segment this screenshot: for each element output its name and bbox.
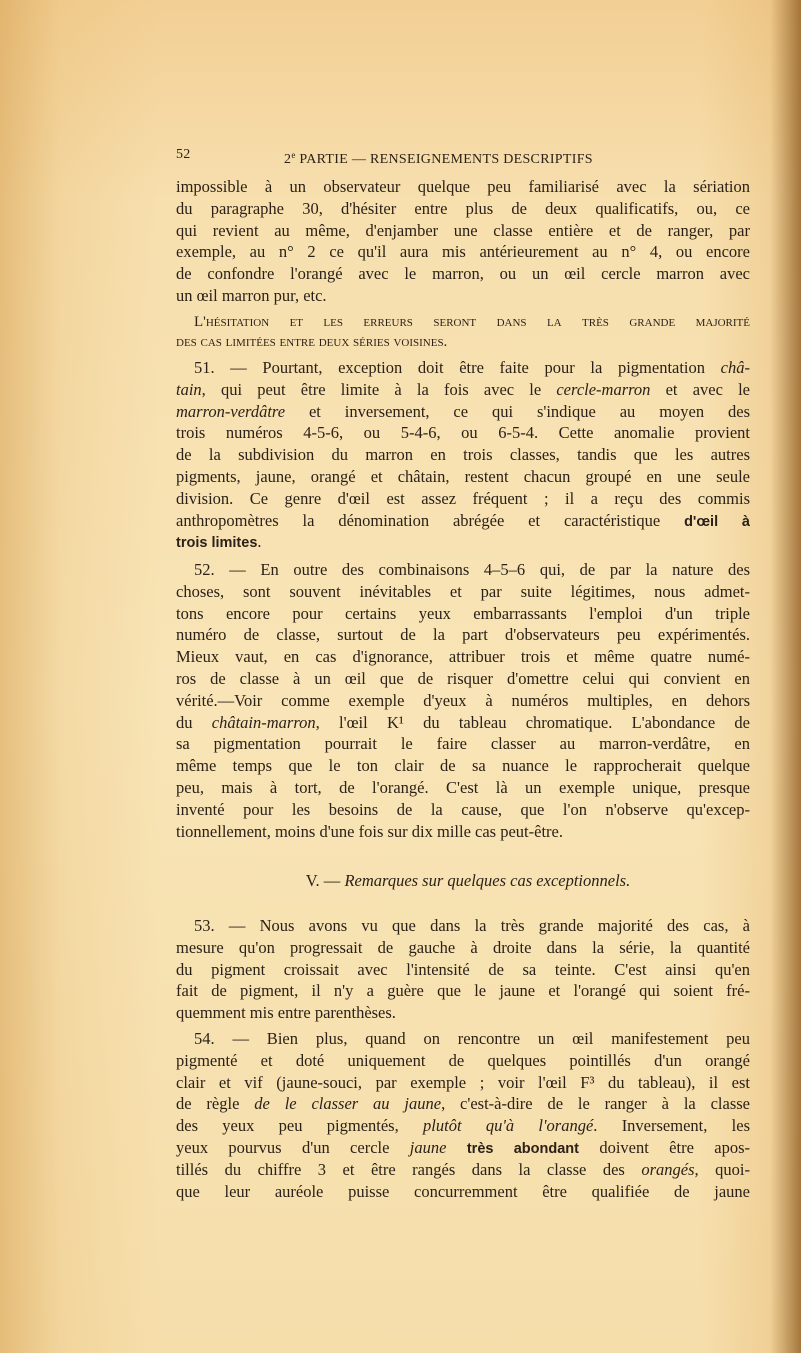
text-line xyxy=(176,1159,750,1181)
text-run: un œil marron pur, etc. xyxy=(176,285,327,305)
part-superscript: e xyxy=(291,150,296,160)
text-run: de la subdivision du marron en trois classes, tandis que les autres xyxy=(176,445,750,465)
text-run: 54. — Bien plus, quand on rencontre un œil manifestement peu xyxy=(194,1029,750,1048)
text-run: sa pigmentation pourrait le faire classer au marron-verdâtre, en xyxy=(176,734,750,754)
text-run: . xyxy=(257,532,262,552)
text-run: vérité.—Voir comme exemple d'yeux à numéros multiples, en dehors xyxy=(176,690,750,710)
text-line xyxy=(176,176,750,198)
text-line xyxy=(176,937,750,959)
text-line xyxy=(176,755,750,777)
page-number: 52 xyxy=(176,147,191,162)
text-line xyxy=(176,1137,750,1159)
italic-text: marron-verdâtre xyxy=(176,401,286,421)
text-run: , l'œil K¹ du tableau chromatique. L'abondance de xyxy=(315,712,750,732)
small-caps-statement xyxy=(176,312,750,352)
text-line xyxy=(176,198,750,220)
text-line xyxy=(176,1093,750,1115)
text-line xyxy=(176,690,750,712)
text-line xyxy=(176,777,750,799)
text-line xyxy=(176,332,750,352)
text-run: , c'est-à-dire de le ranger à la classe xyxy=(441,1094,750,1114)
text-run: peu, mais à tort, de l'orangé. C'est là un exemple unique, presque xyxy=(176,777,750,797)
text-run: impossible à un observateur quelque peu familiarisé avec la sériation xyxy=(176,177,750,196)
text-line xyxy=(176,799,750,821)
text-run: ros de classe à un œil que de risquer d'omettre celui qui convient en xyxy=(176,668,750,688)
text-line xyxy=(176,444,750,466)
section-heading xyxy=(176,870,750,892)
italic-text: plutôt qu'à l'orangé xyxy=(423,1116,594,1136)
text-line xyxy=(176,959,750,981)
text-run: pigments, jaune, orangé et châtain, restent chacun groupé en une seule xyxy=(176,466,750,486)
text-run: exemple, au n° 2 ce qu'il aura mis antérieurement au n° 4, ou encore xyxy=(176,242,750,262)
text-run: mesure qu'on progressait de gauche à droite dans la série, la quantité xyxy=(176,937,750,957)
text-line xyxy=(176,263,750,285)
text-line xyxy=(176,312,750,332)
text-line xyxy=(176,285,750,307)
text-run: des yeux peu pigmentés, xyxy=(176,1116,424,1136)
text-line xyxy=(176,1028,750,1050)
text-run: du xyxy=(176,712,212,732)
text-line xyxy=(176,510,750,532)
paragraph-53 xyxy=(176,915,750,1024)
text-line xyxy=(176,1002,750,1024)
text-run: de règle xyxy=(176,1094,255,1114)
part-number: 2 xyxy=(284,152,292,167)
text-run: , quoi- xyxy=(694,1159,750,1179)
text-run: anthropomètres la dénomination abrégée et caractéristique xyxy=(176,510,685,530)
text-line xyxy=(176,422,750,444)
section-heading-title: Remarques sur quelques cas exceptionnels. xyxy=(344,871,631,890)
text-run: des cas limitées entre deux séries voisines. xyxy=(176,334,448,350)
running-title xyxy=(284,145,593,170)
text-line xyxy=(176,531,750,553)
italic-text: cercle-marron xyxy=(556,379,651,399)
text-line xyxy=(176,466,750,488)
text-run: même temps que le ton clair de sa nuance le rapprocherait quelque xyxy=(176,756,750,776)
text-line xyxy=(176,241,750,263)
text-run: tionnellement, moins d'une fois sur dix mille cas peut-être. xyxy=(176,821,563,841)
text-run xyxy=(446,1138,466,1157)
text-line xyxy=(176,733,750,755)
text-run: du paragraphe 30, d'hésiter entre plus de deux qualificatifs, ou, ce xyxy=(176,198,750,218)
text-run: Mieux vaut, en cas d'ignorance, attribuer trois et même quatre numé- xyxy=(176,647,750,667)
text-line xyxy=(176,401,750,423)
text-run: de confondre l'orangé avec le marron, ou un œil cercle marron avec xyxy=(176,264,750,284)
text-run: , qui peut être limite à la fois avec le xyxy=(201,379,557,399)
text-run: clair et vif (jaune-souci, par exemple ; voir l'œil F³ du tableau), il est xyxy=(176,1072,750,1092)
italic-text: châ- xyxy=(720,358,750,377)
text-run: division. Ce genre d'œil est assez fréquent ; il a reçu des commis xyxy=(176,488,750,508)
text-run: que leur auréole puisse concurremment être qualifiée de jaune xyxy=(176,1181,750,1201)
paragraph-52 xyxy=(176,559,750,842)
text-line xyxy=(176,559,750,581)
text-line xyxy=(176,220,750,242)
italic-text: tain xyxy=(176,379,202,399)
text-line xyxy=(176,1050,750,1072)
text-run: et inversement, ce qui s'indique au moyen des xyxy=(285,401,750,421)
paragraph-51 xyxy=(176,357,750,553)
text-line xyxy=(176,712,750,734)
italic-text: orangés xyxy=(641,1159,695,1179)
text-run: qui revient au même, d'enjamber une classe entière et de ranger, par xyxy=(176,220,750,240)
text-line xyxy=(176,915,750,937)
text-line xyxy=(176,581,750,603)
text-run: pigmenté et doté uniquement de quelques pointillés d'un orangé xyxy=(176,1050,750,1070)
text-line xyxy=(176,357,750,379)
text-line xyxy=(176,668,750,690)
text-run: . Inversement, les xyxy=(593,1116,750,1136)
text-run: 51. — Pourtant, exception doit être faite pour la pigmentation xyxy=(194,358,721,377)
text-line xyxy=(176,821,750,843)
text-run: trois numéros 4-5-6, ou 5-4-6, ou 6-5-4. Cette anomalie provient xyxy=(176,423,750,443)
text-run: inventé pour les besoins de la cause, que l'on n'observe qu'excep- xyxy=(176,799,750,819)
paragraph-54 xyxy=(176,1028,750,1202)
text-run: numéro de classe, surtout de la part d'observateurs peu expérimentés. xyxy=(176,625,750,645)
text-run: yeux pourvus d'un cercle xyxy=(176,1137,410,1157)
text-line xyxy=(176,603,750,625)
text-run: fait de pigment, il n'y a guère que le jaune et l'orangé qui soient fré- xyxy=(176,981,750,1001)
bold-text: très abondant xyxy=(466,1140,579,1157)
text-run: doivent être apos- xyxy=(578,1137,750,1157)
text-run: tons encore pour certains yeux embarrassants l'emploi d'un triple xyxy=(176,603,750,623)
bold-text: d'œil à xyxy=(684,513,750,530)
section-heading-prefix: V. — xyxy=(305,871,345,890)
text-run: et avec le xyxy=(650,379,750,399)
text-line xyxy=(176,1072,750,1094)
text-run: L'hésitation et les erreurs seront dans la très grande majorité xyxy=(194,314,750,330)
part-title: PARTIE — RENSEIGNEMENTS DESCRIPTIFS xyxy=(295,152,593,167)
text-line xyxy=(176,1115,750,1137)
text-line xyxy=(176,379,750,401)
text-line xyxy=(176,1181,750,1203)
text-run: 52. — En outre des combinaisons 4–5–6 qui, de par la nature des xyxy=(194,560,750,579)
text-line xyxy=(176,624,750,646)
running-header xyxy=(176,145,750,165)
text-run: tillés du chiffre 3 et être rangés dans la classe des xyxy=(176,1159,642,1179)
text-line xyxy=(176,488,750,510)
text-run: du pigment croissait avec l'intensité de sa teinte. C'est ainsi qu'en xyxy=(176,959,750,979)
text-line xyxy=(176,980,750,1002)
text-line xyxy=(176,646,750,668)
italic-text: de le classer au jaune xyxy=(254,1094,442,1114)
paragraph-continuation xyxy=(176,176,750,307)
text-run: 53. — Nous avons vu que dans la très grande majorité des cas, à xyxy=(194,916,750,935)
italic-text: jaune xyxy=(409,1137,447,1157)
text-run: quemment mis entre parenthèses. xyxy=(176,1003,396,1023)
bold-text: trois limites xyxy=(176,535,258,552)
italic-text: châtain-marron xyxy=(211,712,316,732)
text-run: choses, sont souvent inévitables et par suite légitimes, nous admet- xyxy=(176,581,750,601)
